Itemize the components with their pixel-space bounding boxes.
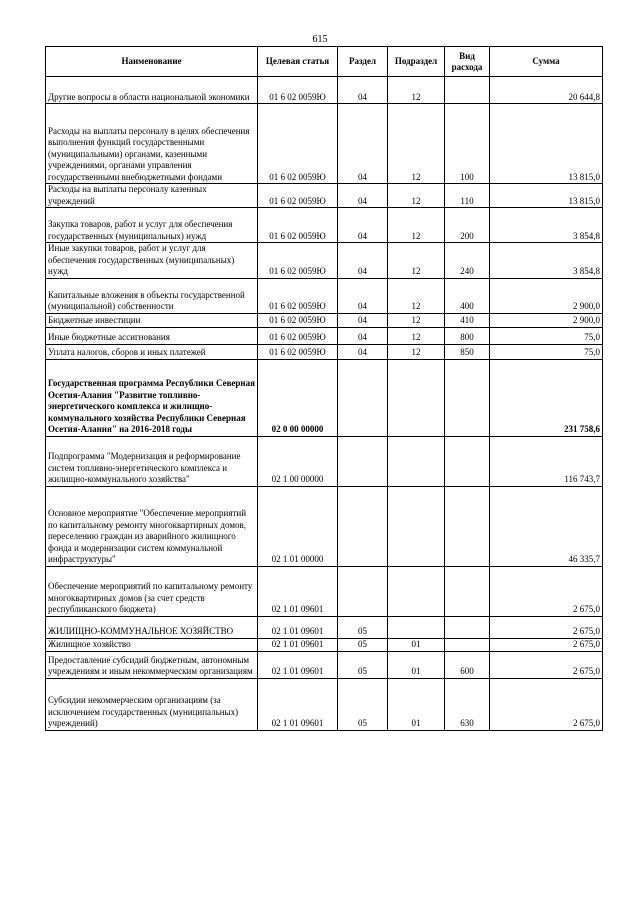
row-target-cell: 02 1 01 09601 <box>258 651 338 678</box>
row-section-cell: 04 <box>338 184 388 208</box>
row-subsection-cell: 01 <box>388 651 445 678</box>
row-target-cell: 02 1 01 00000 <box>258 486 338 566</box>
table-row <box>46 638 603 651</box>
row-subsection-cell: 12 <box>388 77 445 104</box>
row-subsection-cell: 12 <box>388 243 445 279</box>
row-expense-type-cell <box>445 616 490 638</box>
row-expense-type-cell: 630 <box>445 678 490 730</box>
row-name-cell: Капитальные вложения в объекты государственной (муниципальной) собственности <box>46 278 258 313</box>
row-expense-type-cell: 400 <box>445 278 490 313</box>
row-subsection-cell: 01 <box>388 678 445 730</box>
row-section-cell: 05 <box>338 651 388 678</box>
table-row <box>46 243 603 279</box>
row-expense-type-cell: 110 <box>445 184 490 208</box>
table-row <box>46 651 603 678</box>
row-name-cell: Уплата налогов, сборов и иных платежей <box>46 344 258 359</box>
row-sum-cell: 46 335,7 <box>490 486 603 566</box>
budget-table <box>45 46 603 731</box>
row-name-cell: Предоставление субсидий бюджетным, автономным учреждениям и иным некоммерческим организациям <box>46 651 258 678</box>
row-expense-type-cell <box>445 359 490 436</box>
row-section-cell: 05 <box>338 616 388 638</box>
row-expense-type-cell: 100 <box>445 104 490 184</box>
row-sum-cell: 2 900,0 <box>490 278 603 313</box>
table-row <box>46 327 603 344</box>
row-target-cell: 01 6 02 0059Ю <box>258 184 338 208</box>
row-section-cell: 04 <box>338 104 388 184</box>
row-name-cell: Жилищное хозяйство <box>46 638 258 651</box>
table-row <box>46 313 603 327</box>
row-target-cell: 02 1 00 00000 <box>258 436 338 486</box>
table-row <box>46 208 603 243</box>
row-section-cell: 04 <box>338 344 388 359</box>
row-subsection-cell: 12 <box>388 278 445 313</box>
row-target-cell: 01 6 02 0059Ю <box>258 344 338 359</box>
row-target-cell: 02 0 00 00000 <box>258 359 338 436</box>
row-expense-type-cell <box>445 486 490 566</box>
row-sum-cell: 2 675,0 <box>490 651 603 678</box>
row-subsection-cell: 12 <box>388 184 445 208</box>
header-subsection: Подраздел <box>388 47 445 77</box>
header-name: Наименование <box>46 47 258 77</box>
row-subsection-cell <box>388 359 445 436</box>
table-body <box>46 77 603 731</box>
row-subsection-cell <box>388 566 445 616</box>
row-expense-type-cell: 200 <box>445 208 490 243</box>
row-target-cell: 01 6 02 0059Ю <box>258 327 338 344</box>
row-target-cell: 01 6 02 0059Ю <box>258 77 338 104</box>
row-name-cell: Подпрограмма "Модернизация и реформирование систем топливно-энергетического комплекса и жилищно-коммунального хозяйства" <box>46 436 258 486</box>
row-sum-cell: 231 758,6 <box>490 359 603 436</box>
table-row <box>46 184 603 208</box>
row-sum-cell: 2 675,0 <box>490 566 603 616</box>
row-expense-type-cell <box>445 638 490 651</box>
row-sum-cell: 2 900,0 <box>490 313 603 327</box>
row-expense-type-cell: 800 <box>445 327 490 344</box>
row-name-cell: Основное мероприятие "Обеспечение мероприятий по капитальному ремонту многоквартирных домов, переселению граждан из аварийного жилищного фонда и модернизации систем коммунальной инфраструктуры" <box>46 486 258 566</box>
table-row <box>46 436 603 486</box>
row-sum-cell: 3 854,8 <box>490 208 603 243</box>
table-row <box>46 566 603 616</box>
row-name-cell: Иные бюджетные ассигнования <box>46 327 258 344</box>
row-section-cell: 04 <box>338 313 388 327</box>
row-target-cell: 02 1 01 09601 <box>258 638 338 651</box>
row-target-cell: 01 6 02 0059Ю <box>258 208 338 243</box>
row-target-cell: 01 6 02 0059Ю <box>258 243 338 279</box>
row-sum-cell: 2 675,0 <box>490 678 603 730</box>
row-expense-type-cell: 600 <box>445 651 490 678</box>
header-section: Раздел <box>338 47 388 77</box>
table-row <box>46 486 603 566</box>
row-target-cell: 02 1 01 09601 <box>258 566 338 616</box>
row-section-cell: 04 <box>338 278 388 313</box>
row-section-cell: 05 <box>338 638 388 651</box>
row-expense-type-cell: 410 <box>445 313 490 327</box>
table-row <box>46 77 603 104</box>
row-target-cell: 01 6 02 0059Ю <box>258 104 338 184</box>
row-sum-cell: 13 815,0 <box>490 184 603 208</box>
row-name-cell: Закупка товаров, работ и услуг для обеспечения государственных (муниципальных) нужд <box>46 208 258 243</box>
row-section-cell: 04 <box>338 77 388 104</box>
row-name-cell: Другие вопросы в области национальной экономики <box>46 77 258 104</box>
row-expense-type-cell <box>445 436 490 486</box>
row-section-cell <box>338 436 388 486</box>
row-section-cell: 04 <box>338 243 388 279</box>
row-subsection-cell: 12 <box>388 327 445 344</box>
row-subsection-cell: 01 <box>388 638 445 651</box>
header-sum: Сумма <box>490 47 603 77</box>
table-row <box>46 104 603 184</box>
table-row <box>46 678 603 730</box>
row-name-cell: Субсидии некоммерческим организациям (за исключением государственных (муниципальных) учреждений) <box>46 678 258 730</box>
row-section-cell <box>338 486 388 566</box>
row-subsection-cell <box>388 436 445 486</box>
row-sum-cell: 2 675,0 <box>490 638 603 651</box>
row-expense-type-cell <box>445 566 490 616</box>
row-target-cell: 02 1 01 09601 <box>258 678 338 730</box>
row-section-cell: 04 <box>338 208 388 243</box>
row-name-cell: Расходы на выплаты персоналу казенных учреждений <box>46 184 258 208</box>
header-expense-type: Вид расхода <box>445 47 490 77</box>
row-sum-cell: 2 675,0 <box>490 616 603 638</box>
row-name-cell: ЖИЛИЩНО-КОММУНАЛЬНОЕ ХОЗЯЙСТВО <box>46 616 258 638</box>
row-name-cell: Государственная программа Республики Северная Осетия-Алания "Развитие топливно-энергетического комплекса и жилищно-коммунального хозяйства Республики Северная Осетия-Алания" на 2016-2018 годы <box>46 359 258 436</box>
row-sum-cell: 116 743,7 <box>490 436 603 486</box>
page-number: 615 <box>312 34 328 45</box>
row-target-cell: 01 6 02 0059Ю <box>258 313 338 327</box>
table-header-row <box>46 47 603 77</box>
row-expense-type-cell: 850 <box>445 344 490 359</box>
row-name-cell: Расходы на выплаты персоналу в целях обеспечения выполнения функций государственными (муниципальными) органами, казенными учреждениями, органами управления государственными внебюджетными фондами <box>46 104 258 184</box>
table-row <box>46 616 603 638</box>
row-section-cell <box>338 566 388 616</box>
row-target-cell: 02 1 01 09601 <box>258 616 338 638</box>
row-subsection-cell: 12 <box>388 344 445 359</box>
row-section-cell <box>338 359 388 436</box>
row-subsection-cell <box>388 616 445 638</box>
table-row <box>46 278 603 313</box>
row-expense-type-cell <box>445 77 490 104</box>
row-name-cell: Иные закупки товаров, работ и услуг для обеспечения государственных (муниципальных) нужд <box>46 243 258 279</box>
table-row <box>46 359 603 436</box>
header-target: Целевая статья <box>258 47 338 77</box>
row-sum-cell: 13 815,0 <box>490 104 603 184</box>
row-section-cell: 04 <box>338 327 388 344</box>
row-section-cell: 05 <box>338 678 388 730</box>
row-sum-cell: 20 644,8 <box>490 77 603 104</box>
row-sum-cell: 75,0 <box>490 327 603 344</box>
row-subsection-cell: 12 <box>388 104 445 184</box>
row-target-cell: 01 6 02 0059Ю <box>258 278 338 313</box>
row-subsection-cell <box>388 486 445 566</box>
row-subsection-cell: 12 <box>388 313 445 327</box>
row-sum-cell: 3 854,8 <box>490 243 603 279</box>
table-row <box>46 344 603 359</box>
row-name-cell: Обеспечение мероприятий по капитальному ремонту многоквартирных домов (за счет средств республиканского бюджета) <box>46 566 258 616</box>
row-subsection-cell: 12 <box>388 208 445 243</box>
row-expense-type-cell: 240 <box>445 243 490 279</box>
row-sum-cell: 75,0 <box>490 344 603 359</box>
row-name-cell: Бюджетные инвестиции <box>46 313 258 327</box>
